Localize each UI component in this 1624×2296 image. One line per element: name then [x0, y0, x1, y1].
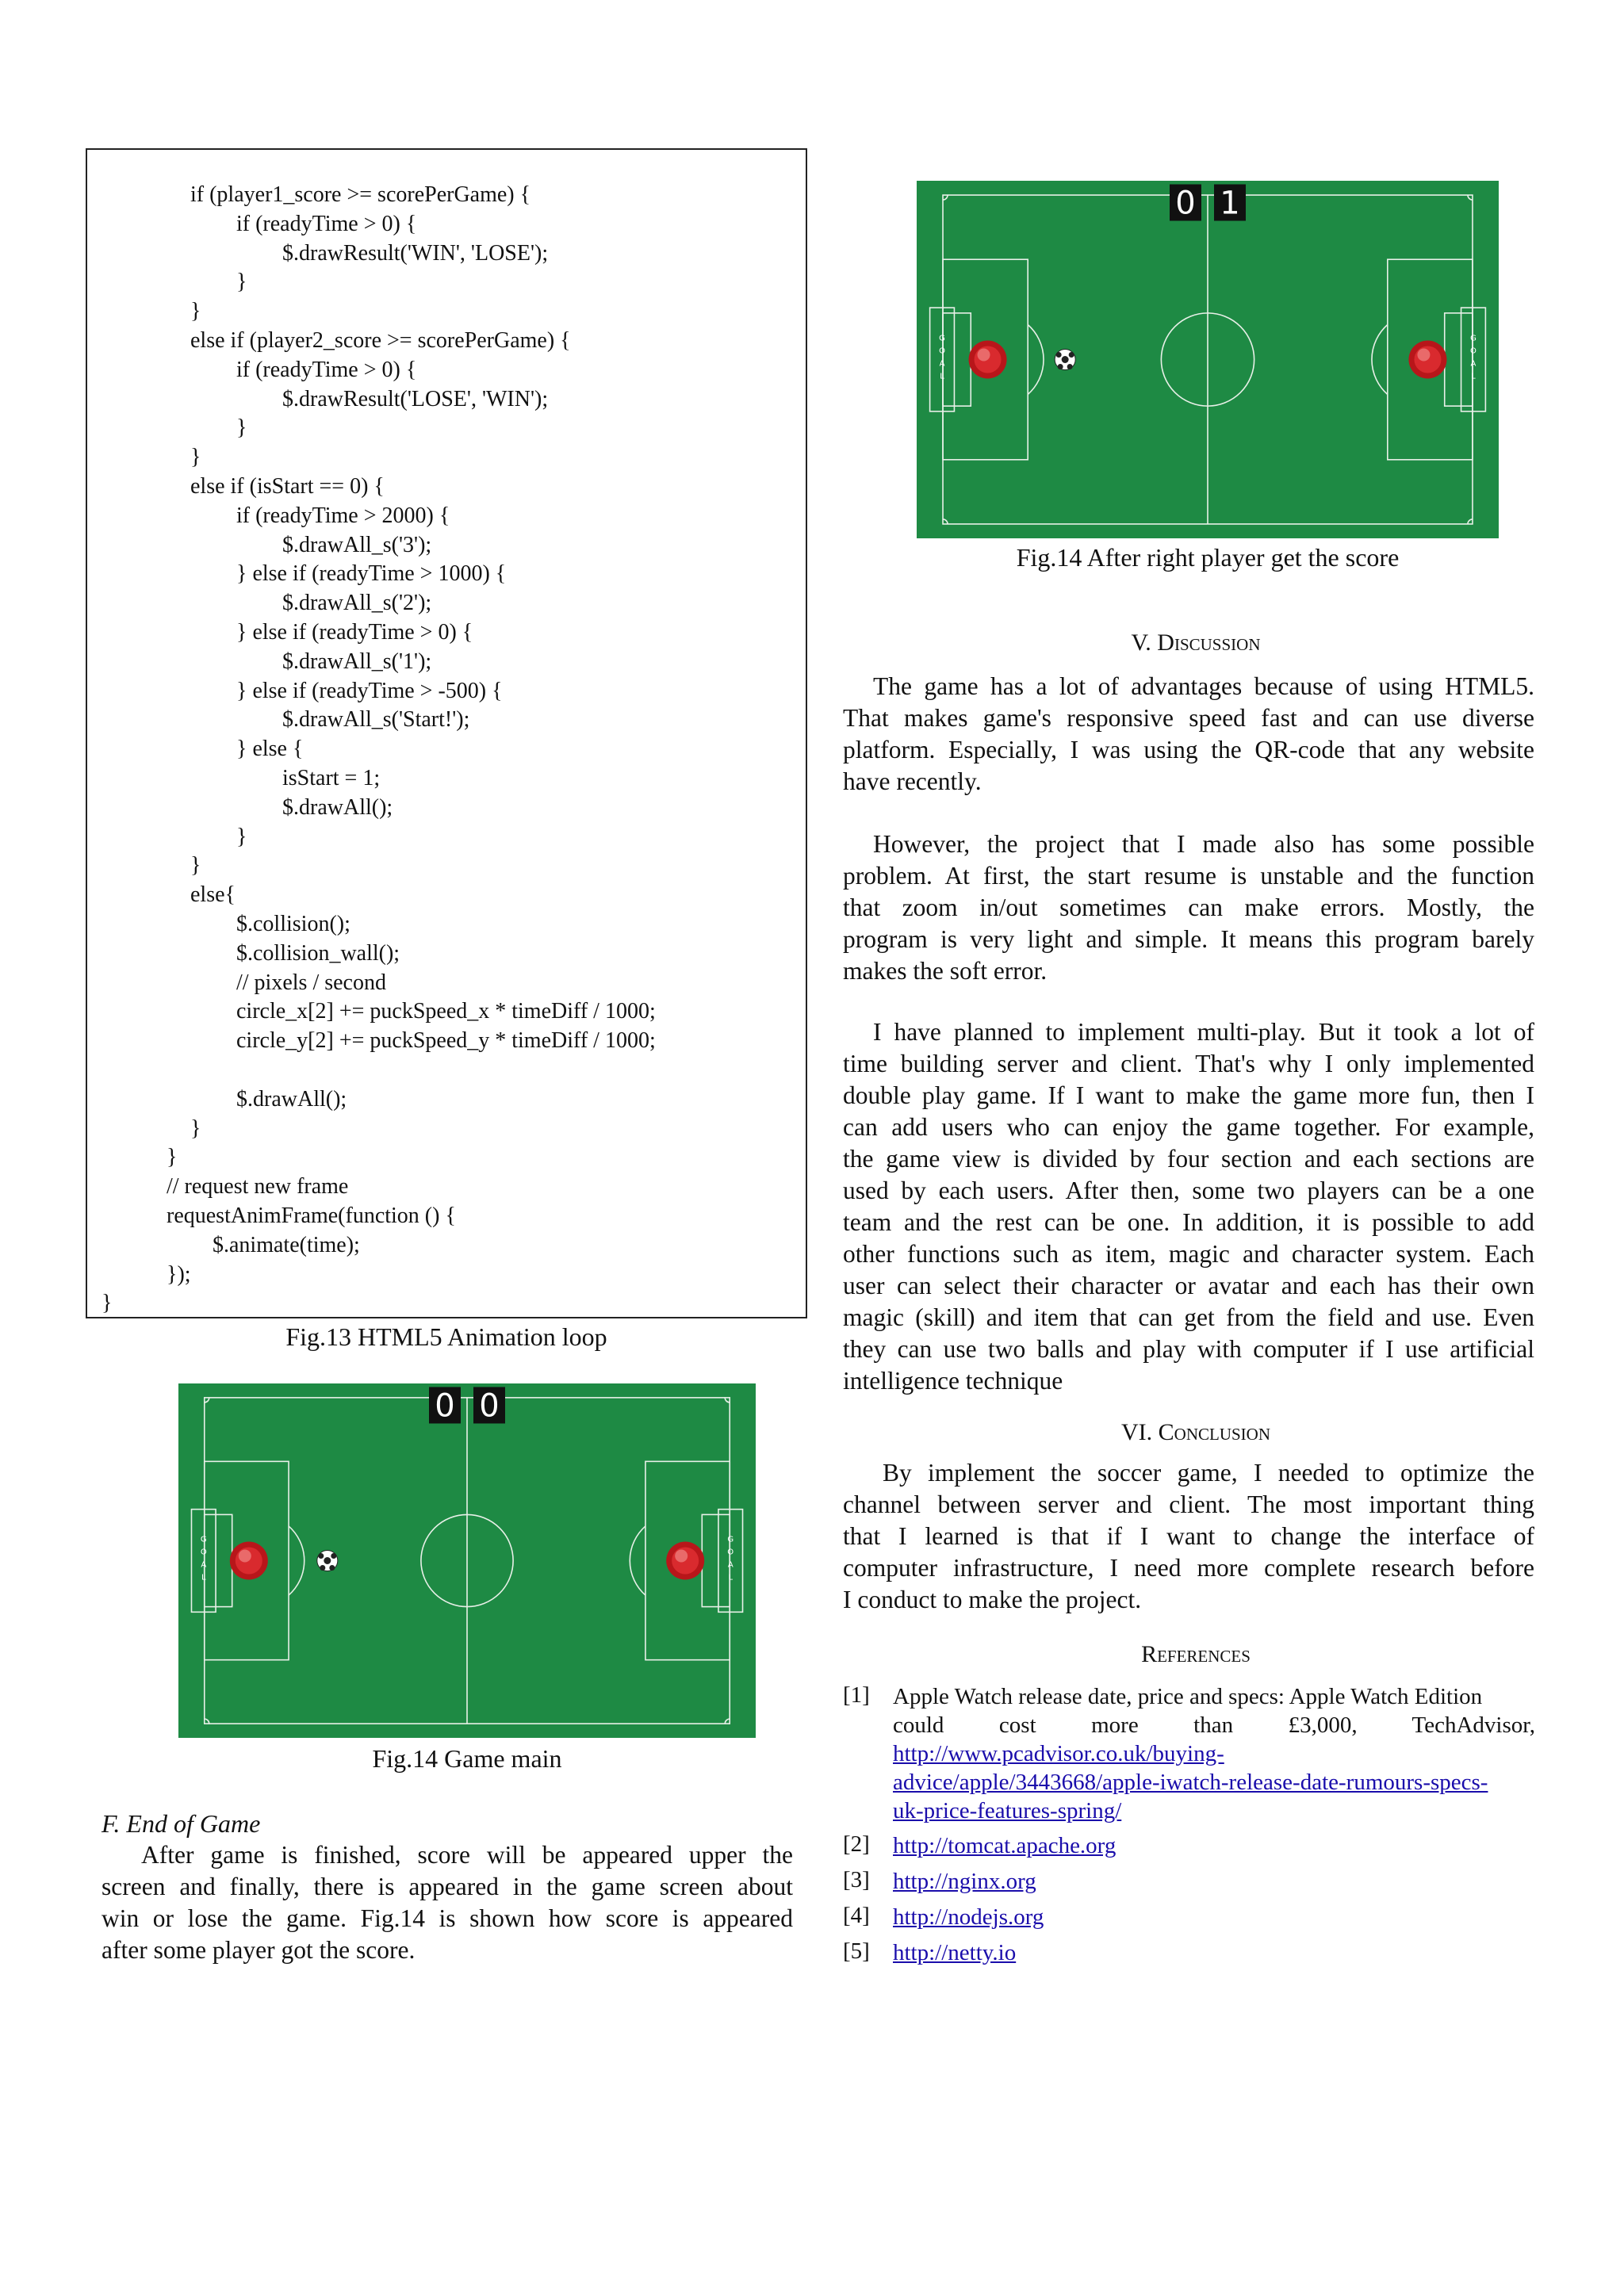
discussion-p1-line: The game has a lot of advantages because of using HTML5. — [873, 672, 1534, 700]
conclusion-lines-line: computer infrastructure, I need more complete research before — [843, 1554, 1534, 1582]
code-line: else if (player2_score >= scorePerGame) { — [190, 328, 571, 353]
ref-4-link[interactable]: http://nodejs.org — [893, 1904, 1044, 1930]
code-line: // pixels / second — [214, 970, 386, 995]
ref-5-link[interactable]: http://netty.io — [893, 1940, 1017, 1965]
goal-label-left-letter: L — [940, 372, 944, 381]
goal-label-right-letter: L — [728, 1573, 733, 1582]
ref-1-line-2: could cost more than £3,000, TechAdvisor, — [893, 1712, 1535, 1738]
goal-label-left-letter: O — [939, 346, 945, 356]
goal-label-left-letter: G — [939, 334, 945, 343]
goal-label-left-letter: A — [939, 359, 945, 369]
code-line: $.animate(time); — [190, 1232, 360, 1257]
ref-1-link-line-2[interactable]: advice/apple/3443668/apple-iwatch-release-date-rumours-specs- — [893, 1770, 1488, 1795]
soccer-ball-patch — [1058, 364, 1063, 369]
code-line: } — [190, 853, 201, 878]
goal-label-left-letter: L — [201, 1573, 206, 1582]
goal-label-left-letter: O — [200, 1548, 207, 1557]
conclusion-lines-line: that I learned is that if I want to change the interface of — [843, 1522, 1534, 1550]
discussion-p1-line: platform. Especially, I was using the QR-code that any website — [843, 736, 1534, 763]
discussion-p3-line: I have planned to implement multi-play. But it took a lot of — [873, 1018, 1534, 1046]
discussion-heading: V. Discussion — [1131, 629, 1261, 656]
code-line: $.collision(); — [214, 912, 350, 936]
goal-label-left-letter: G — [200, 1535, 207, 1544]
section-f-line-1: After game is finished, score will be appeared upper the — [141, 1841, 793, 1869]
discussion-p2-line: makes the soft error. — [843, 957, 1048, 985]
code-line: }); — [167, 1261, 191, 1287]
game-score-figure — [917, 181, 1499, 538]
ref-3-num: [3] — [843, 1867, 870, 1892]
code-line: else{ — [190, 882, 236, 908]
code-line: if (readyTime > 0) { — [214, 211, 417, 236]
discussion-p3-line: intelligence technique — [843, 1367, 1063, 1395]
soccer-ball-patch — [1067, 364, 1073, 369]
goal-label-right-letter: A — [1470, 359, 1477, 369]
goal-label-right-letter: O — [1470, 346, 1477, 356]
code-line: requestAnimFrame(function () { — [167, 1203, 456, 1228]
code-line: } — [190, 1115, 201, 1141]
goal-label-left-letter: A — [201, 1560, 207, 1570]
conclusion-lines-line: channel between server and client. The most important thing — [843, 1490, 1534, 1518]
soccer-ball-patch — [324, 1557, 331, 1564]
discussion-p3-line: double play game. If I want to make the game more fun, then I — [843, 1081, 1534, 1109]
code-line: if (readyTime > 2000) { — [214, 503, 450, 528]
discussion-p3-line: used by each users. After then, some two players can be a one — [843, 1177, 1534, 1204]
discussion-p2-line: However, the project that I made also has some possible — [873, 830, 1534, 858]
soccer-ball-patch — [1069, 352, 1074, 358]
code-line: } else if (readyTime > -500) { — [214, 678, 503, 703]
discussion-p3-line: user can select their character or avatar and each has their own — [843, 1272, 1534, 1299]
soccer-ball-patch — [331, 1553, 336, 1559]
discussion-p2-line: program is very light and simple. It means this program barely — [843, 925, 1534, 953]
ref-2-link[interactable]: http://tomcat.apache.org — [893, 1833, 1116, 1858]
discussion-p2-line: problem. At first, the start resume is unstable and the function — [843, 862, 1534, 890]
conclusion-heading: VI. Conclusion — [1121, 1419, 1270, 1445]
code-line: } — [190, 445, 201, 470]
code-line: $.collision_wall(); — [214, 940, 400, 966]
fig13-caption: Fig.13 HTML5 Animation loop — [285, 1322, 607, 1351]
soccer-ball-patch — [1056, 352, 1062, 358]
soccer-ball-patch — [318, 1553, 324, 1559]
code-line: } — [214, 415, 247, 441]
discussion-p3-line: time building server and client. That's why I only implemented — [843, 1050, 1534, 1077]
discussion-p3-line: the game view is divided by four section and each sections are — [843, 1145, 1534, 1173]
score-left: 0 — [435, 1387, 455, 1425]
code-line: } — [214, 824, 247, 849]
discussion-p1-line: That makes game's responsive speed fast and can use diverse — [843, 704, 1534, 732]
goal-label-right-letter: O — [727, 1548, 734, 1557]
ref-1-line-1: Apple Watch release date, price and specs: Apple Watch Edition — [893, 1684, 1483, 1709]
score-right: 1 — [1220, 185, 1240, 222]
conclusion-lines-line: I conduct to make the project. — [843, 1586, 1142, 1613]
ref-1-link-line-1[interactable]: http://www.pcadvisor.co.uk/buying- — [893, 1741, 1224, 1766]
code-line: $.drawAll_s('1'); — [238, 649, 432, 674]
fig14-main-caption: Fig.14 Game main — [372, 1744, 562, 1773]
discussion-p2-line: that zoom in/out sometimes can make errors. Mostly, the — [843, 894, 1534, 921]
fig14-score-caption: Fig.14 After right player get the score — [1016, 543, 1400, 572]
section-f-line-2: screen and finally, there is appeared in the game screen about — [102, 1873, 793, 1900]
code-line: isStart = 1; — [238, 766, 381, 790]
soccer-ball-patch — [1062, 356, 1069, 363]
discussion-p1-line: have recently. — [843, 767, 982, 795]
soccer-field-score — [917, 181, 1499, 538]
discussion-p3-line: other functions such as item, magic and character system. Each — [843, 1240, 1534, 1268]
player-left-mallet-highlight — [978, 349, 990, 362]
goal-label-right-letter: G — [727, 1535, 734, 1544]
player-right-mallet-highlight — [675, 1550, 688, 1563]
goal-label-right-letter: A — [727, 1560, 733, 1570]
section-f-line-3: win or lose the game. Fig.14 is shown how score is appeared — [102, 1904, 793, 1932]
code-line: } — [190, 299, 201, 324]
code-line: circle_y[2] += puckSpeed_y * timeDiff / 1000; — [214, 1028, 656, 1054]
soccer-ball-patch — [320, 1565, 325, 1571]
game-main-figure — [178, 1383, 756, 1738]
ref-1-num: [1] — [843, 1682, 870, 1708]
goal-label-right-letter: G — [1470, 334, 1477, 343]
ref-5-num: [5] — [843, 1938, 870, 1964]
discussion-p3-line: team and the rest can be one. In addition, it is possible to add — [843, 1208, 1534, 1236]
ref-3-link[interactable]: http://nginx.org — [893, 1869, 1036, 1894]
player-left-mallet-highlight — [239, 1550, 251, 1563]
code-line: $.drawAll(); — [238, 794, 393, 820]
code-line: $.drawAll_s('Start!'); — [238, 707, 470, 733]
section-f-line-4: after some player got the score. — [102, 1936, 416, 1964]
code-line: } — [102, 1291, 113, 1316]
ref-2-num: [2] — [843, 1831, 870, 1857]
discussion-p3-line: they can use two balls and play with computer if I use artificial — [843, 1335, 1534, 1363]
code-line: // request new frame — [167, 1174, 349, 1200]
code-line: circle_x[2] += puckSpeed_x * timeDiff / 1000; — [214, 999, 656, 1024]
code-line: } else { — [214, 737, 304, 762]
ref-1-link-line-3[interactable]: uk-price-features-spring/ — [893, 1798, 1122, 1823]
code-line: if (player1_score >= scorePerGame) { — [190, 182, 531, 207]
score-right: 0 — [479, 1387, 500, 1425]
references-heading: References — [1141, 1641, 1251, 1667]
code-line: } — [214, 270, 247, 295]
discussion-p3-line: can add users who can enjoy the game together. For example, — [843, 1113, 1534, 1141]
goal-label-right-letter: L — [1471, 372, 1476, 381]
code-line: $.drawAll_s('3'); — [238, 532, 432, 557]
section-f-title: F. End of Game — [102, 1809, 261, 1838]
score-left: 0 — [1175, 185, 1196, 222]
soccer-field-main — [178, 1383, 756, 1738]
code-line: $.drawAll_s('2'); — [238, 591, 432, 616]
player-right-mallet-highlight — [1417, 349, 1430, 362]
code-line: else if (isStart == 0) { — [190, 474, 385, 499]
code-line: } else if (readyTime > 0) { — [214, 620, 473, 645]
discussion-p3-line: magic (skill) and item that can get from the field and use. Even — [843, 1303, 1534, 1331]
code-line: } — [167, 1145, 178, 1170]
soccer-ball-patch — [329, 1565, 335, 1571]
ref-4-num: [4] — [843, 1903, 870, 1928]
conclusion-lines-line: By implement the soccer game, I needed to optimize the — [883, 1459, 1534, 1487]
code-line: $.drawResult('WIN', 'LOSE'); — [238, 240, 549, 266]
code-line: } else if (readyTime > 1000) { — [214, 561, 507, 587]
code-line: $.drawAll(); — [214, 1086, 347, 1112]
code-line: if (readyTime > 0) { — [214, 357, 417, 382]
code-line: $.drawResult('LOSE', 'WIN'); — [238, 386, 549, 411]
